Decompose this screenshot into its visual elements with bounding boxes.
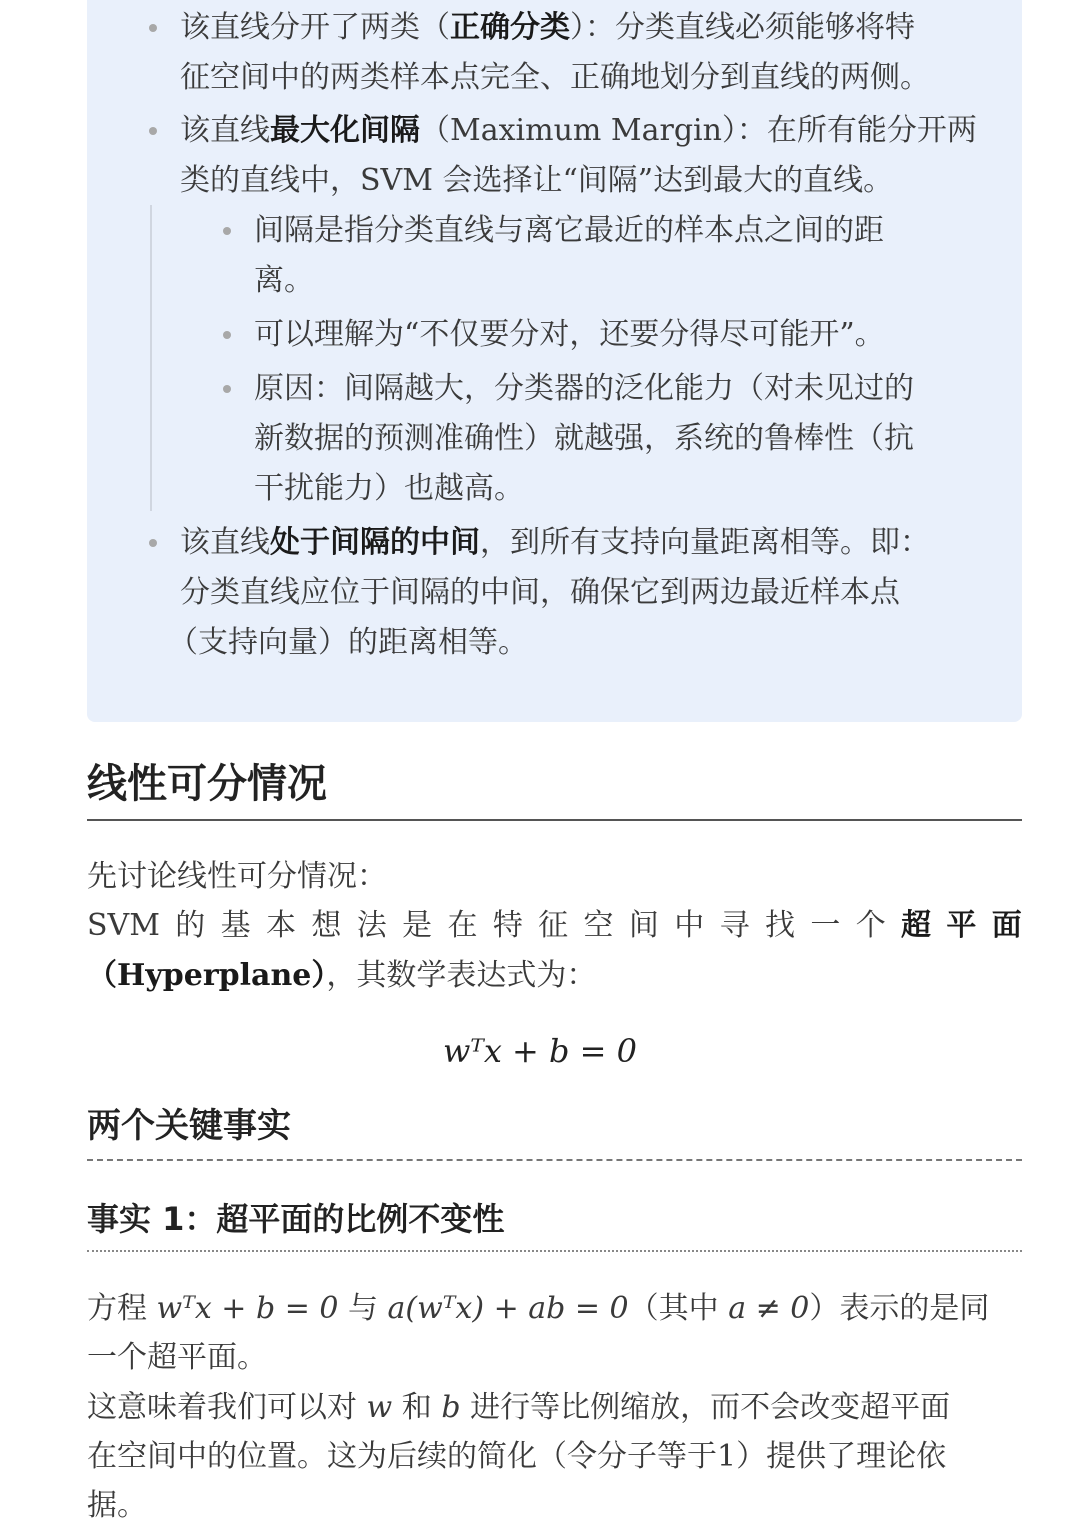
text: 方程 [87,1291,147,1326]
bold-text: 最大化间隔 [270,113,420,148]
list-item-line: 间隔是指分类直线与离它最近的样本点之间的距 [254,213,884,248]
bullet-dot [223,331,231,339]
paragraph-line: 据。 [87,1488,147,1523]
fact-heading: 事实 1：超平面的比例不变性 [87,1200,505,1238]
justified-char: 的 [175,908,206,943]
inline-math-var: b [441,1390,461,1425]
paragraph-intro: 先讨论线性可分情况： [87,859,387,894]
bold-text: 正确分类 [450,10,570,45]
callout-box [87,0,1022,722]
text: ，其数学表达式为： [326,958,597,993]
bullet-dot [149,24,157,32]
bullet-dot [223,385,231,393]
list-item-line [180,3,930,53]
justified-char: 本 [266,908,297,943]
list-item-line: 新数据的预测准确性）就越强，系统的鲁棒性（抗 [254,421,914,456]
justified-char: 是 [402,908,433,943]
paragraph-line: 一个超平面。 [87,1340,267,1375]
list-item-line: 原因：间隔越大，分类器的泛化能力（对未见过的 [254,371,914,406]
list-item-line: 类的直线中，SVM 会选择让“间隔”达到最大的直线。 [180,163,894,198]
inline-math-var: w [366,1390,393,1425]
justified-char: 空 [583,908,614,943]
list-item-line: 可以理解为“不仅要分对，还要分得尽可能开”。 [254,317,885,352]
justified-char: 平 [946,908,977,943]
justified-char: 法 [356,908,387,943]
list-item-line: 征空间中的两类样本点完全、正确地划分到直线的两侧。 [180,60,930,95]
justified-char: 寻 [719,908,750,943]
justified-char: 征 [538,908,569,943]
text: 该直线 [180,113,270,148]
text: 和 [401,1390,432,1425]
nested-list-item [254,364,914,514]
paragraph-line: 在空间中的位置。这为后续的简化（令分子等于1）提供了理论依 [87,1439,947,1474]
text: ）：分类直线必须能够将特 [570,10,915,45]
paragraph-line [87,1284,989,1334]
bullet-dot [223,227,231,235]
justified-char: 面 [991,908,1022,943]
justified-char: 基 [220,908,251,943]
nested-list-rule [150,205,152,511]
list-item-line: （支持向量）的距离相等。 [168,625,528,660]
list-item-line: 离。 [254,263,314,298]
justified-char: 一 [810,908,841,943]
list-item-line [180,518,930,568]
list-item [180,3,930,103]
list-item-line: 分类直线应位于间隔的中间，确保它到两边最近样本点 [180,575,900,610]
justified-char: 间 [628,908,659,943]
text: ）表示的是同 [809,1291,990,1326]
nested-list-item [254,206,884,306]
text: 该直线 [180,525,270,560]
inline-equation: wᵀx + b = 0 [156,1291,339,1326]
inline-equation: a ≠ 0 [728,1291,810,1326]
fact-underline [87,1250,1022,1252]
list-item [168,518,930,668]
list-item-line: 干扰能力）也越高。 [254,471,524,506]
paragraph-line [87,1383,950,1433]
justified-char: 中 [674,908,705,943]
nested-list-item [254,310,885,360]
justified-char: 想 [311,908,342,943]
bold-text: 处于间隔的中间 [270,525,480,560]
text: ，到所有支持向量距离相等。即： [480,525,930,560]
text: （其中 [628,1291,719,1326]
subsection-underline [87,1159,1022,1161]
text: 与 [348,1291,378,1326]
bullet-dot [149,127,157,135]
justified-char: 个 [855,908,886,943]
equation-text: wᵀx + b = 0 [442,1032,638,1070]
justified-char: 特 [492,908,523,943]
text: 进行等比例缩放，而不会改变超平面 [470,1390,951,1425]
section-heading: 线性可分情况 [87,761,327,807]
justified-char: 超 [901,908,932,943]
display-equation [0,1026,1080,1076]
text: 该直线分开了两类（ [180,10,450,45]
bullet-dot [149,539,157,547]
heading-underline [87,819,1022,821]
inline-equation: a(wᵀx) + ab = 0 [387,1291,629,1326]
justified-char: SVM [87,908,160,943]
paragraph-justified-line [87,901,1022,951]
text: 这意味着我们可以对 [87,1390,357,1425]
justified-char: 找 [764,908,795,943]
subsection-heading: 两个关键事实 [87,1106,291,1146]
text: （Maximum Margin）：在所有能分开两 [420,113,977,148]
justified-char: 在 [447,908,478,943]
list-item-line [180,106,977,156]
bold-term: （Hyperplane） [87,958,327,993]
list-item [180,106,977,206]
paragraph-line [87,951,596,1001]
